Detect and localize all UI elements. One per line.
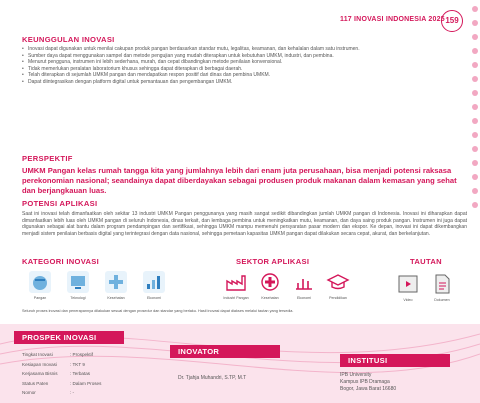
technology-icon [66,270,90,294]
prospek-row [22,388,172,398]
potensi-title: POTENSI APLIKASI [22,199,98,208]
perspektif-title: PERSPEKTIF [22,154,73,163]
kategori-label: Teknologi [70,296,86,300]
tautan-label: Dokumen [434,298,450,302]
prospek-row [22,369,172,379]
prospek-row [22,360,172,370]
inovator-title: INOVATOR [170,345,280,358]
institusi-address [340,372,396,393]
inovator-name: Dr. Tjahja Muhandri, S.TP, M.T [178,375,247,381]
institusi-line: IPB University [340,372,372,378]
sektor-label: Kesehatan [261,296,279,300]
edge-decoration [468,0,480,230]
keunggulan-list [22,46,462,85]
prospek-key: Kerjasama Bisnis [22,371,58,376]
prospek-value: : - [70,390,75,395]
keunggulan-item: • Tidak memerlukan peralatan laboratorium khusus sehingga dapat diterapkan di berbagai daerah. [22,66,462,73]
institusi-line: Kampus IPB Dramaga [340,379,390,385]
video-link-icon[interactable] [396,272,420,296]
keunggulan-item: • Dapat diintegrasikan dengan platform digital untuk pemantauan dan pengembangan UMKM. [22,79,462,86]
health-icon [104,270,128,294]
sektor-label: Ekonomi [297,296,311,300]
keunggulan-item: • Inovasi dapat digunakan untuk menilai cakupan produk pangan berdasarkan standar mutu, legalitas, keamanan, dan kehalalan dalam satu instrumen. [22,46,462,53]
kategori-label: Pangan [33,296,47,300]
food-icon [28,270,52,294]
prospek-table [22,350,172,398]
prospek-key: Nomor [22,390,36,395]
keunggulan-item: • Sumber daya dapat menggunakan sampel dan metode pengujian yang mudah diterapkan untuk kebutuhan UMKM, industri, dan pembina. [22,53,462,60]
keunggulan-item: • Telah diterapkan di sejumlah UMKM pangan dan mendapatkan respon positif dari dinas dan pembina UMKM. [22,72,462,79]
footnote: Seluruh proses inovasi dan penerapannya dilakukan sesuai dengan prosedur dan standar yang berlaku. Hasil inovasi dapat diakses melalui tautan yang tersedia. [22,309,294,313]
sektor-label: Industri Pangan [223,296,249,300]
prospek-key: Status Paten [22,380,49,386]
prospek-title: PROSPEK INOVASI [14,331,124,344]
keunggulan-title: KEUNGGULAN INOVASI [22,35,115,44]
page-number: 159 [441,10,463,32]
header-title: 117 INOVASI INDONESIA 2025 [340,16,445,23]
prospek-value: : Terbatas [70,371,91,376]
institusi-line: Bogor, Jawa Barat 16680 [340,386,397,392]
health-sector-icon [258,270,282,294]
prospek-key: Tingkat Inovasi [22,352,53,357]
perspektif-text: UMKM Pangan kelas rumah tangga kita yang jumlahnya lebih dari enam juta perusahaan, bisa menjadi potensi raksasa perekonomian nasional; seandainya dapat diberdayakan sebagai produsen produk makanan dalam kemasan yang sehat dan berjangkauan luas. [22,166,457,195]
prospek-row [22,350,172,360]
kategori-label: Kesehatan [107,296,125,300]
kategori-title: KATEGORI INOVASI [22,257,100,266]
prospek-value: : Dalam Proses [70,380,102,386]
tautan-title: TAUTAN [410,257,442,266]
economy-icon [142,270,166,294]
tautan-label: Video [403,298,413,302]
keunggulan-item: • Menurut pengguna, instrumen ini lebih sederhana, murah, dan cepat dibandingkan metode penilaian konvensional. [22,59,462,66]
sektor-label: Pendidikan [329,296,347,300]
potensi-text: Saat ini inovasi telah dimanfaatkan oleh sekitar 13 industri UMKM Pangan penggunanya yang masih sangat sedikit dibandingkan jumlah UMKM pangan di Indonesia. Inovasi ini diharapkan dapat dimanfaatkan lebih luas oleh UMKM pangan di seluruh Indonesia, dinas terkait, dan lembaga pembina untuk meningkatkan mutu, keamanan, dan daya saing produk pangan. Instrumen ini juga dapat digunakan sebagai alat bantu dalam program pendampingan dan sertifikasi, sehingga UMKM mampu memenuhi persyaratan pasar modern dan ekspor. Ke depan, inovasi ini dapat dikembangkan menjadi sistem penilaian berbasis digital yang terintegrasi dengan data nasional, sehingga pemetaan kapasitas UMKM pangan dapat dilakukan secara cepat, akurat, dan berkelanjutan. [22,211,467,237]
institusi-title: INSTITUSI [340,354,450,367]
kategori-label: Ekonomi [147,296,161,300]
prospek-value: : Prospektif [70,352,93,357]
factory-icon [224,270,248,294]
education-icon [326,270,350,294]
prospek-row [22,379,172,389]
prospek-value: : TKT 9 [70,361,85,367]
economy-sector-icon [292,270,316,294]
document-link-icon[interactable] [430,272,454,296]
sektor-title: SEKTOR APLIKASI [236,257,310,266]
prospek-key: Kesiapan Inovasi [22,361,57,367]
